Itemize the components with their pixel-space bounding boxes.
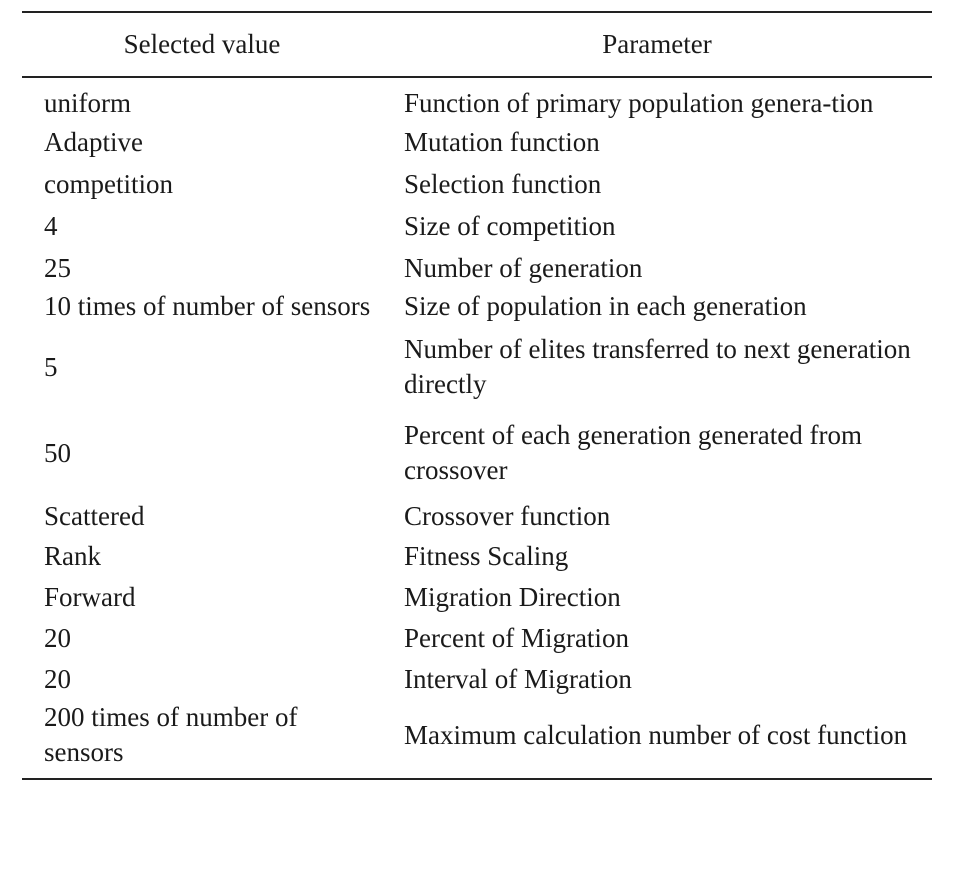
table-row — [22, 700, 932, 779]
table-row — [22, 410, 932, 496]
row-parameter: Number of elites transferred to next generation directly — [404, 334, 911, 399]
row-value: 200 times of number of sensors — [44, 702, 298, 767]
table-header — [22, 12, 932, 77]
row-value: competition — [44, 168, 173, 199]
row-value: Forward — [44, 582, 136, 612]
row-parameter: Percent of Migration — [404, 623, 629, 653]
ga-parameter-table — [22, 11, 932, 780]
row-parameter: Size of competition — [404, 210, 616, 241]
row-value: uniform — [44, 88, 131, 118]
row-value: Adaptive — [44, 126, 143, 157]
row-parameter: Number of generation — [404, 252, 643, 283]
table-row — [22, 247, 932, 289]
table-row — [22, 618, 932, 659]
row-parameter: Percent of each generation generated from crossover — [404, 420, 863, 485]
row-value: 4 — [44, 210, 58, 241]
table-row — [22, 163, 932, 205]
table-row — [22, 536, 932, 577]
header-parameter: Parameter — [602, 29, 712, 59]
row-parameter: Interval of Migration — [404, 664, 632, 694]
table-row — [22, 659, 932, 700]
table-body — [22, 77, 932, 779]
row-value: 25 — [44, 252, 71, 283]
row-value: Scattered — [44, 500, 145, 531]
row-parameter: Function of primary population genera-tion — [404, 88, 874, 118]
parameter-table-container — [22, 11, 932, 780]
row-parameter: Migration Direction — [404, 582, 621, 612]
row-parameter: Crossover function — [404, 500, 611, 531]
row-parameter: Mutation function — [404, 126, 600, 157]
header-selected-value: Selected value — [123, 29, 281, 59]
row-value: 20 — [44, 664, 71, 694]
row-parameter: Fitness Scaling — [404, 541, 569, 571]
row-parameter: Size of population in each generation — [404, 291, 807, 321]
table-row — [22, 121, 932, 163]
table-row — [22, 205, 932, 247]
table-row — [22, 77, 932, 121]
table-row — [22, 577, 932, 618]
table-row — [22, 289, 932, 324]
row-parameter: Selection function — [404, 168, 602, 199]
header-row — [22, 12, 932, 77]
table-row — [22, 496, 932, 536]
row-value: 50 — [44, 437, 71, 468]
table-row — [22, 324, 932, 410]
row-value: 5 — [44, 351, 58, 382]
row-value: 20 — [44, 623, 71, 653]
row-value: 10 times of number of sensors — [44, 291, 371, 321]
row-parameter: Maximum calculation number of cost function — [404, 719, 908, 750]
row-value: Rank — [44, 541, 101, 571]
